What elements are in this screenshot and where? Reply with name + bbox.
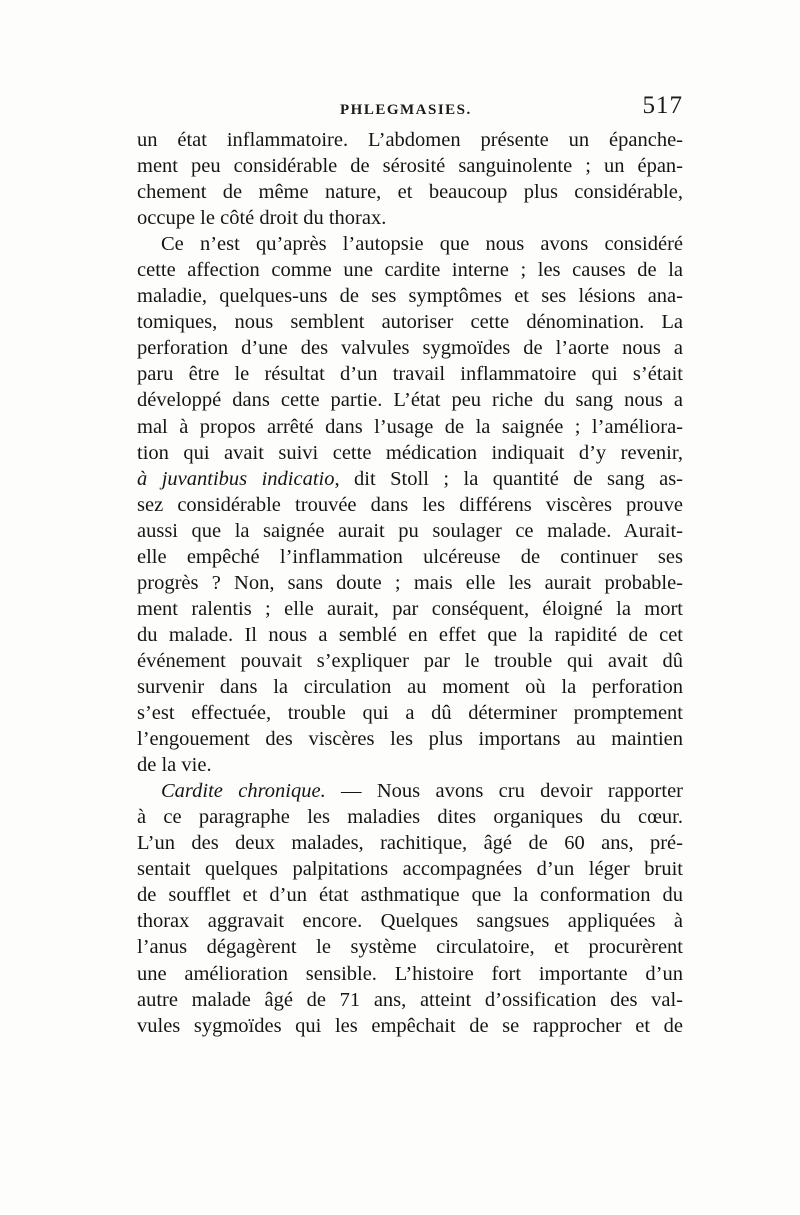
paragraph-start-line: Ce n’est qu’après l’autopsie que nous avons considéré [161,233,683,256]
text-line: mal à propos arrêté dans l’usage de la saignée ; l’améliora- [137,415,683,438]
text-line: du malade. Il nous a semblé en effet que la rapidité de cet [137,623,683,646]
text-line: paru être le résultat d’un travail inflammatoire qui s’était [137,363,683,386]
section-heading-line: Cardite chronique. — Nous avons cru devoir rapporter [161,780,683,803]
text-line: maladie, quelques-uns de ses symptômes et ses lésions ana- [137,285,683,308]
text-line: l’engouement des viscères les plus importans au maintien [137,728,683,751]
text-line: autre malade âgé de 71 ans, atteint d’ossification des val- [137,988,683,1011]
text-line-with-latin-quote: à juvantibus indicatio, dit Stoll ; la quantité de sang as- [137,467,684,490]
text-line: de soufflet et d’un état asthmatique que la conformation du [137,884,683,907]
text-line: l’anus dégagèrent le système circulatoire, et procurèrent [137,936,683,959]
text-line: thorax aggravait encore. Quelques sangsues appliquées à [137,910,683,933]
text-line: perforation d’une des valvules sygmoïdes de l’aorte nous a [137,337,683,360]
text-line: à ce paragraphe les maladies dites organiques du cœur. [137,806,683,829]
text-line: sez considérable trouvée dans les différens viscères prouve [137,493,683,516]
text-line: vules sygmoïdes qui les empêchait de se rapprocher et de [137,1014,683,1037]
text-line: aussi que la saignée aurait pu soulager ce malade. Aurait- [137,519,683,542]
running-title: PHLEGMASIES. [340,102,472,118]
text-line: événement pouvait s’expliquer par le trouble qui avait dû [137,649,683,672]
text-line: progrès ? Non, sans doute ; mais elle les aurait probable- [137,571,683,594]
text-line: s’est effectuée, trouble qui a dû déterminer promptement [137,702,683,725]
text-line: tion qui avait suivi cette médication indiquait d’y revenir, [137,441,683,464]
text-line: L’un des deux malades, rachitique, âgé de 60 ans, pré- [137,832,683,855]
text-line: cette affection comme une cardite interne ; les causes de la [137,259,683,282]
text-line: occupe le côté droit du thorax. [137,207,387,230]
text-line: ment peu considérable de sérosité sanguinolente ; un épan- [137,155,683,178]
text-line: un état inflammatoire. L’abdomen présente un épanche- [137,129,683,151]
running-head [135,92,683,122]
latin-quote: à juvantibus indicatio [137,467,335,490]
text-line: une amélioration sensible. L’histoire fort importante d’un [137,962,683,985]
text-line: elle empêché l’inflammation ulcéreuse de continuer ses [137,545,683,568]
text-line: tomiques, nous semblent autoriser cette dénomination. La [137,311,683,334]
text-line: chement de même nature, et beaucoup plus considérable, [137,181,683,204]
body-text [137,127,683,1039]
text-line: de la vie. [137,754,212,777]
text-line: survenir dans la circulation au moment où la perforation [137,675,683,698]
text-line: sentait quelques palpitations accompagnées d’un léger bruit [137,858,683,881]
page-number: 517 [642,92,683,119]
text-line: développé dans cette partie. L’état peu riche du sang nous a [137,389,683,412]
text-line: ment ralentis ; elle aurait, par conséquent, éloigné la mort [137,597,683,620]
section-heading: Cardite chronique. [161,780,326,803]
